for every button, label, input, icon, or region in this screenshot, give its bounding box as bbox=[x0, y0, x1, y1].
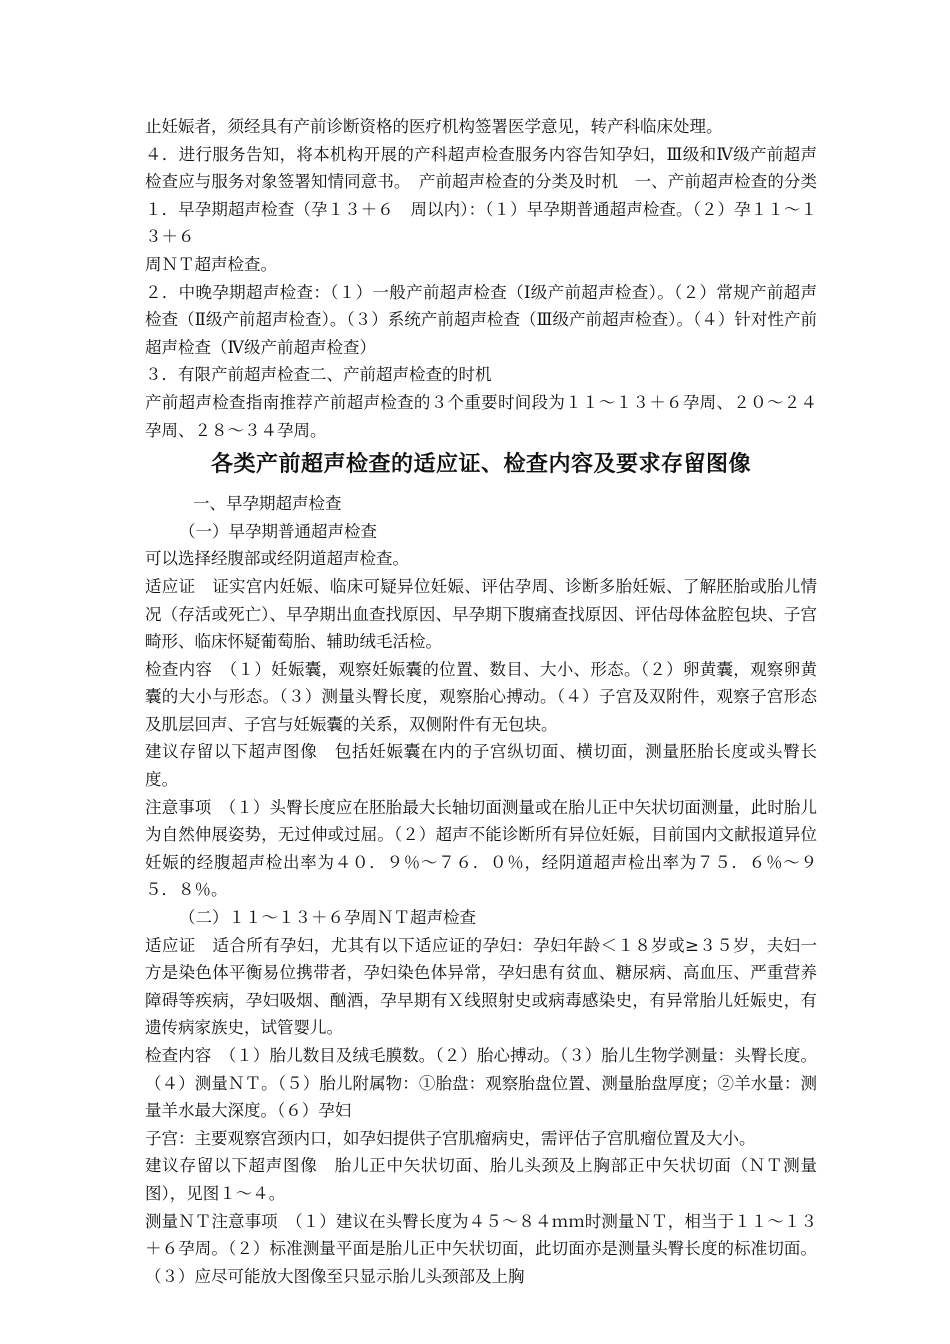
paragraph: 适应证 证实宫内妊娠、临床可疑异位妊娠、评估孕周、诊断多胎妊娠、了解胚胎或胎儿情况（存活或死亡）、早孕期出血查找原因、早孕期下腹痛查找原因、评估母体盆腔包块、子宫畸形、临床怀疑葡萄胎、辅助绒毛活检。 bbox=[145, 576, 817, 652]
paragraph: 注意事项 （１）头臀长度应在胚胎最大长轴切面测量或在胎儿正中矢状切面测量，此时胎儿为自然伸展姿势，无过伸或过屈。（２）超声不能诊断所有异位妊娠，目前国内文献报道异位妊娠的经腹超声检出率为４０．９％～７６．０％，经阴道超声检出率为７５．６％～９５．８％。 bbox=[145, 797, 817, 900]
heading-early-pregnancy: 一、早孕期超声检查 bbox=[193, 494, 342, 514]
paragraph: 止妊娠者，须经具有产前诊断资格的医疗机构签署医学意见，转产科临床处理。 bbox=[145, 117, 723, 136]
paragraph: 子宫：主要观察宫颈内口，如孕妇提供子宫肌瘤病史，需评估子宫肌瘤位置及大小。 bbox=[145, 1128, 756, 1148]
section-title: 各类产前超声检查的适应证、检查内容及要求存留图像 bbox=[210, 451, 751, 478]
paragraph: 检查内容 （１）胎儿数目及绒毛膜数。（２）胎心搏动。（３）胎儿生物学测量：头臀长度。（４）测量ＮＴ。（５）胎儿附属物：①胎盘：观察胎盘位置、测量胎盘厚度；②羊水量：测量羊水最大深度。（６）孕妇 bbox=[145, 1046, 817, 1121]
paragraph: 建议存留以下超声图像 胎儿正中矢状切面、胎儿头颈及上胸部正中矢状切面（ＮＴ测量图），见图１～４。 bbox=[145, 1156, 817, 1203]
paragraph: ２．中晚孕期超声检查：（１）一般产前超声检查（Ⅰ级产前超声检查）。（２）常规产前超声检查（Ⅱ级产前超声检查）。（３）系统产前超声检查（Ⅲ级产前超声检查）。（４）针对性产前超声检查（Ⅳ级产前超声检查） bbox=[145, 282, 817, 357]
document-body bbox=[145, 113, 834, 1290]
paragraph: 检查内容 （１）妊娠囊，观察妊娠囊的位置、数目、大小、形态。（２）卵黄囊，观察卵黄囊的大小与形态。（３）测量头臀长度，观察胎心搏动。（４）子宫及双附件，观察子宫形态及肌层回声、子宫与妊娠囊的关系，双侧附件有无包块。 bbox=[145, 659, 817, 734]
paragraph: 周ＮＴ超声检查。 bbox=[145, 254, 277, 274]
paragraph: 适应证 适合所有孕妇，尤其有以下适应证的孕妇：孕妇年龄＜１８岁或≥３５岁，夫妇一方是染色体平衡易位携带者，孕妇染色体异常，孕妇患有贫血、糖尿病、高血压、严重营养障碍等疾病，孕妇吸烟、酗酒，孕早期有Ｘ线照射史或病毒感染史，有异常胎儿妊娠史，有遗传病家族史，试管婴儿。 bbox=[145, 935, 817, 1038]
paragraph: ３．有限产前超声检查二、产前超声检查的时机 bbox=[145, 365, 492, 385]
paragraph: 可以选择经腹部或经阴道超声检查。 bbox=[145, 549, 409, 569]
subheading-nt-exam: （二）１１～１３＋６孕周ＮＴ超声检查 bbox=[179, 908, 476, 928]
paragraph: 建议存留以下超声图像 包括妊娠囊在内的子宫纵切面、横切面，测量胚胎长度或头臀长度。 bbox=[145, 742, 817, 790]
paragraph: ４．进行服务告知，将本机构开展的产科超声检查服务内容告知孕妇，Ⅲ级和Ⅳ级产前超声检查应与服务对象签署知情同意书。 产前超声检查的分类及时机 一、产前超声检查的分类 １．早孕期超声检查（孕１３＋６ 周以内）：（１）早孕期普通超声检查。（２）孕１１～１３＋６ bbox=[145, 144, 834, 247]
paragraph: 产前超声检查指南推荐产前超声检查的３个重要时间段为１１～１３＋６孕周、２０～２４孕周、２８～３４孕周。 bbox=[145, 392, 817, 440]
paragraph: 测量ＮＴ注意事项 （１）建议在头臀长度为４５～８４ｍｍ时测量ＮＴ，相当于１１～１３＋６孕周。（２）标准测量平面是胎儿正中矢状切面，此切面亦是测量头臀长度的标准切面。（３）应尽可能放大图像至只显示胎儿头颈部及上胸 bbox=[145, 1211, 817, 1286]
subheading-general-exam: （一）早孕期普通超声检查 bbox=[179, 521, 377, 541]
